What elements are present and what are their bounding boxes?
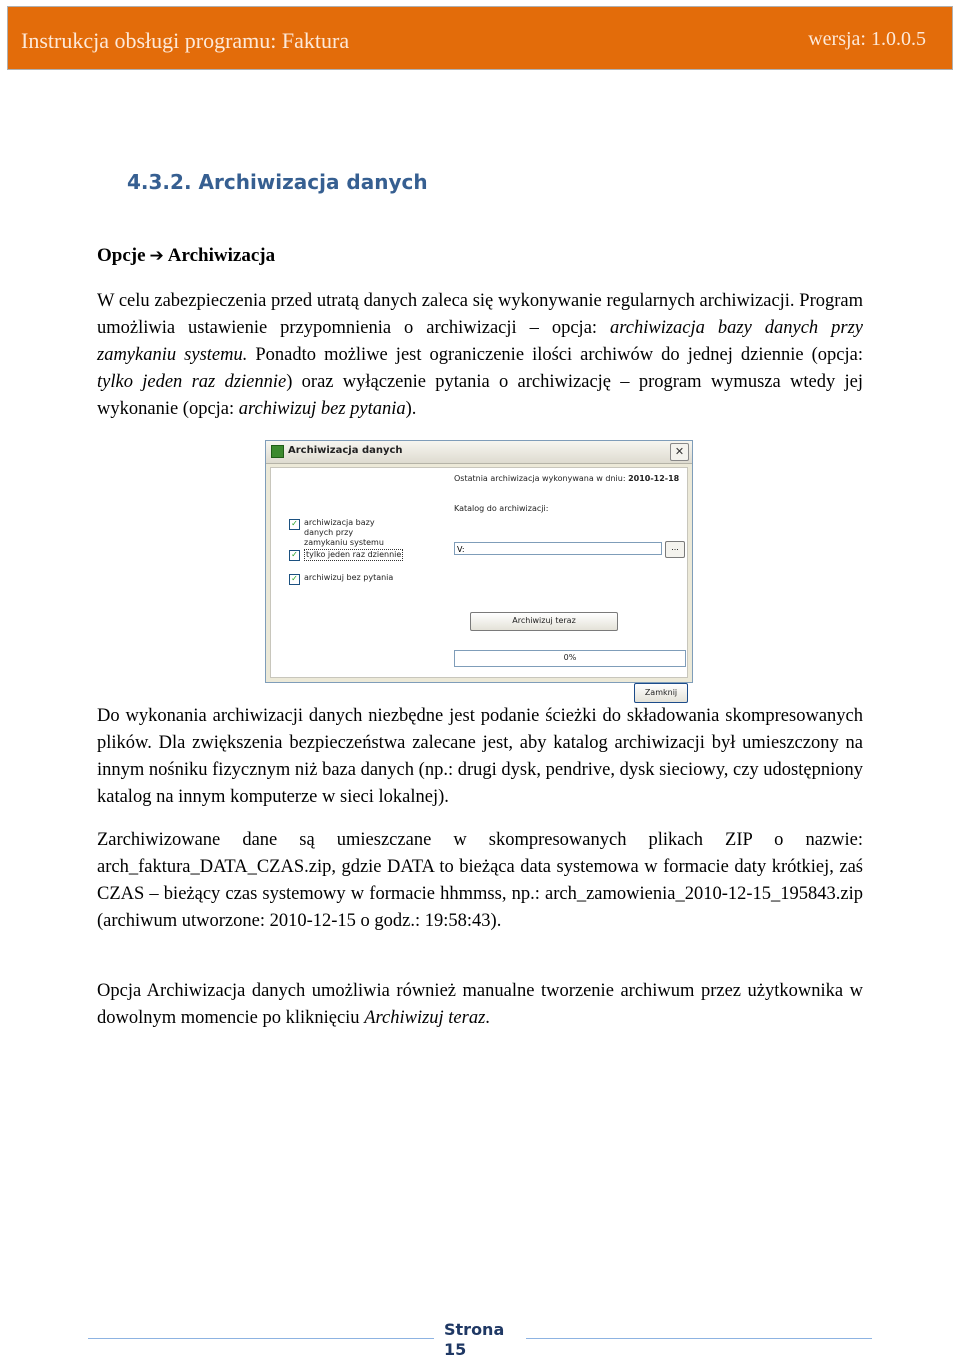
dialog-body bbox=[270, 467, 688, 697]
progress-text: 0% bbox=[563, 653, 577, 662]
section-heading: 4.3.2. Archiwizacja danych bbox=[127, 170, 428, 194]
footer-rule-right bbox=[526, 1338, 872, 1339]
paragraph-text: ) oraz wyłączenie pytania o archiwizację – program wymusza wtedy jej wykonanie (opcja: bbox=[97, 372, 863, 419]
page-value: 15 bbox=[444, 1340, 467, 1359]
browse-button[interactable]: ... bbox=[665, 541, 685, 558]
checkbox-archive-on-close[interactable]: ✓ bbox=[289, 519, 300, 530]
last-archive-info bbox=[454, 474, 679, 483]
close-icon[interactable]: ✕ bbox=[670, 443, 689, 461]
document-version: wersja: 1.0.0.5 bbox=[808, 28, 926, 50]
option-name: archiwizacja bazy danych przy zamykaniu systemu. bbox=[97, 318, 863, 365]
option-name: archiwizuj bez pytania bbox=[238, 399, 406, 419]
page-label: Strona bbox=[444, 1320, 505, 1339]
page-header bbox=[7, 6, 953, 70]
page-number bbox=[444, 1320, 514, 1360]
footer-rule-left bbox=[88, 1338, 434, 1339]
paragraph-text: Opcja Archiwizacja danych umożliwia również manualne tworzenie archiwum przez użytkownika w dowolnym momencie po kliknięciu bbox=[97, 981, 863, 1028]
checkbox-once-per-day[interactable]: ✓ bbox=[289, 550, 300, 561]
application-icon bbox=[271, 445, 284, 458]
folder-label: Katalog do archiwizacji: bbox=[454, 504, 549, 513]
menu-path bbox=[97, 245, 275, 267]
archive-folder-input[interactable]: V: bbox=[454, 542, 662, 555]
options-group bbox=[289, 518, 429, 598]
last-archive-label: Ostatnia archiwizacja wykonywana w dniu: bbox=[454, 474, 626, 483]
option-row[interactable] bbox=[289, 573, 393, 585]
option-row[interactable] bbox=[289, 549, 403, 561]
checkbox-label: archiwizacja bazy danych przy zamykaniu systemu bbox=[304, 518, 384, 547]
option-name: tylko jeden raz dziennie bbox=[97, 372, 287, 392]
close-button[interactable]: Zamknij bbox=[634, 683, 688, 703]
paragraph-path-info: Do wykonania archiwizacji danych niezbędne jest podanie ścieżki do składowania skompresowanych plików. Dla zwiększenia bezpieczeństwa zalecane jest, aby katalog archiwizacji był umieszczony na innym nośniku fizycznym niż baza danych (np.: drugi dysk, pendrive, dysk sieciowy, czy udostępniony katalog na innym komputerze w sieci lokalnej). bbox=[97, 706, 863, 807]
arrow-right-icon: ➔ bbox=[149, 246, 164, 266]
option-row[interactable] bbox=[289, 518, 394, 548]
paragraph-zip-naming: Zarchiwizowane dane są umieszczane w skompresowanych plikach ZIP o nazwie: arch_faktura_DATA_CZAS.zip, gdzie DATA to bieżąca data systemowa w formacie daty krótkiej, zaś CZAS – bieżący czas systemowy w formacie hhmmss, np.: arch_zamowienia_2010-12-15_195843.zip (archiwum utworzone: 2010-12-15 o godz.: 19:58:43). bbox=[97, 830, 863, 931]
dialog-title: Archiwizacja danych bbox=[288, 445, 403, 456]
menu-path-from: Opcje bbox=[97, 245, 146, 266]
last-archive-date: 2010-12-18 bbox=[628, 474, 680, 483]
paragraph-text: . bbox=[485, 1008, 490, 1028]
paragraph-text: ). bbox=[405, 399, 417, 419]
checkbox-label: archiwizuj bez pytania bbox=[304, 573, 394, 582]
menu-path-to: Archiwizacja bbox=[167, 245, 276, 266]
paragraph-text: W celu zabezpieczenia przed utratą danych zaleca się wykonywanie regularnych archiwizacji. Program umożliwia ustawienie przypomnienia o archiwizacji – opcja: bbox=[97, 291, 863, 338]
checkbox-archive-without-asking[interactable]: ✓ bbox=[289, 574, 300, 585]
archive-now-button[interactable]: Archiwizuj teraz bbox=[470, 612, 618, 631]
archive-dialog-screenshot bbox=[265, 440, 693, 697]
progress-bar bbox=[454, 650, 686, 667]
paragraph-text: Ponadto możliwe jest ograniczenie ilości archiwów do jednej dziennie (opcja: bbox=[247, 345, 863, 365]
paragraph-intro bbox=[97, 288, 863, 423]
button-reference: Archiwizuj teraz bbox=[364, 1008, 486, 1028]
checkbox-label: tylko jeden raz dziennie bbox=[306, 550, 402, 559]
paragraph-manual-archive bbox=[97, 978, 863, 1032]
document-title: Instrukcja obsługi programu: Faktura bbox=[21, 28, 350, 53]
dialog-titlebar bbox=[266, 441, 692, 464]
